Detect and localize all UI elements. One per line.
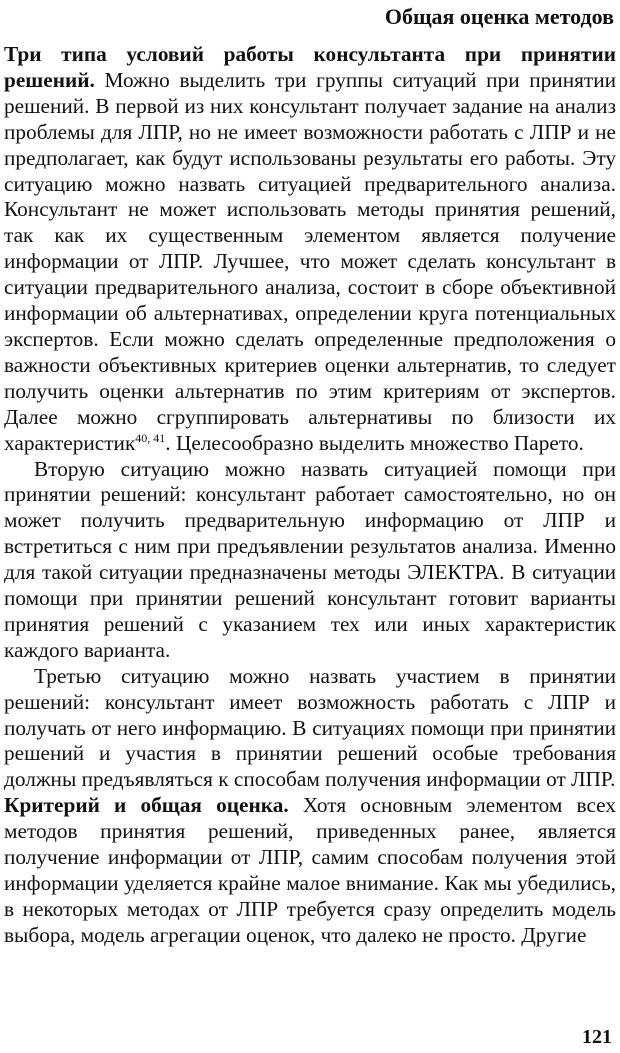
reference-marker: 40, 41 <box>135 430 166 445</box>
paragraph-criterion <box>4 793 616 948</box>
paragraph-text: . Целесообразно выделить множество Парето. <box>165 430 584 455</box>
paragraph-second-situation: Вторую ситуацию можно назвать ситуацией помощи при принятии решений: консультант работает самостоятельно, но он может получить предварительную информацию от ЛПР и встретиться с ним при предъявлении результатов анализа. Именно для такой ситуации предназначены методы ЭЛЕКТРА. В ситуации помощи при принятии решений консультант готовит варианты принятия решений с указанием тех или иных характеристик каждого варианта. <box>4 456 616 662</box>
running-head: Общая оценка методов <box>384 4 614 29</box>
paragraph-conditions <box>4 42 616 457</box>
paragraph-text: Можно выделить три группы ситуаций при принятии решений. В первой из них консультант получает задание на анализ проблемы для ЛПР, но не имеет возможности работать с ЛПР и не предполагает, как будут использованы результаты его работы. Эту ситуацию можно назвать ситуацией предварительного анализа. Консультант не может использовать методы принятия решений, так как их существенным элементом является получение информации от ЛПР. Лучшее, что может сделать консультант в ситуации предварительного анализа, состоит в сборе объективной информации об альтернативах, определении круга потенциальных экспертов. Если можно сделать определенные предположения о важности объективных критериев оценки альтернатив, то следует получить оценки альтернатив по этим критериям от экспертов. Далее можно сгруппировать альтернативы по близости их характеристик <box>4 67 616 455</box>
body-text <box>4 42 616 949</box>
run-in-heading-criterion: Критерий и общая оценка. <box>4 793 289 818</box>
page-number: 121 <box>582 1026 612 1048</box>
paragraph-third-situation: Третью ситуацию можно назвать участием в принятии решений: консультант имеет возможность работать с ЛПР и получать от него информацию. В ситуациях помощи при принятии решений и участия в принятии решений особые требования должны предъявляться к способам получения информации от ЛПР. <box>4 663 616 792</box>
paragraph-text: Хотя основным элементом всех методов принятия решений, приведенных ранее, является получение информации от ЛПР, самим способам получения этой информации уделяется крайне малое внимание. Как мы убедились, в некоторых методах от ЛПР требуется сразу определить модель выбора, модель агрегации оценок, что далеко не просто. Другие <box>4 793 616 947</box>
run-in-heading-conditions: Три типа условий работы консультанта при принятии решений. <box>4 42 616 92</box>
